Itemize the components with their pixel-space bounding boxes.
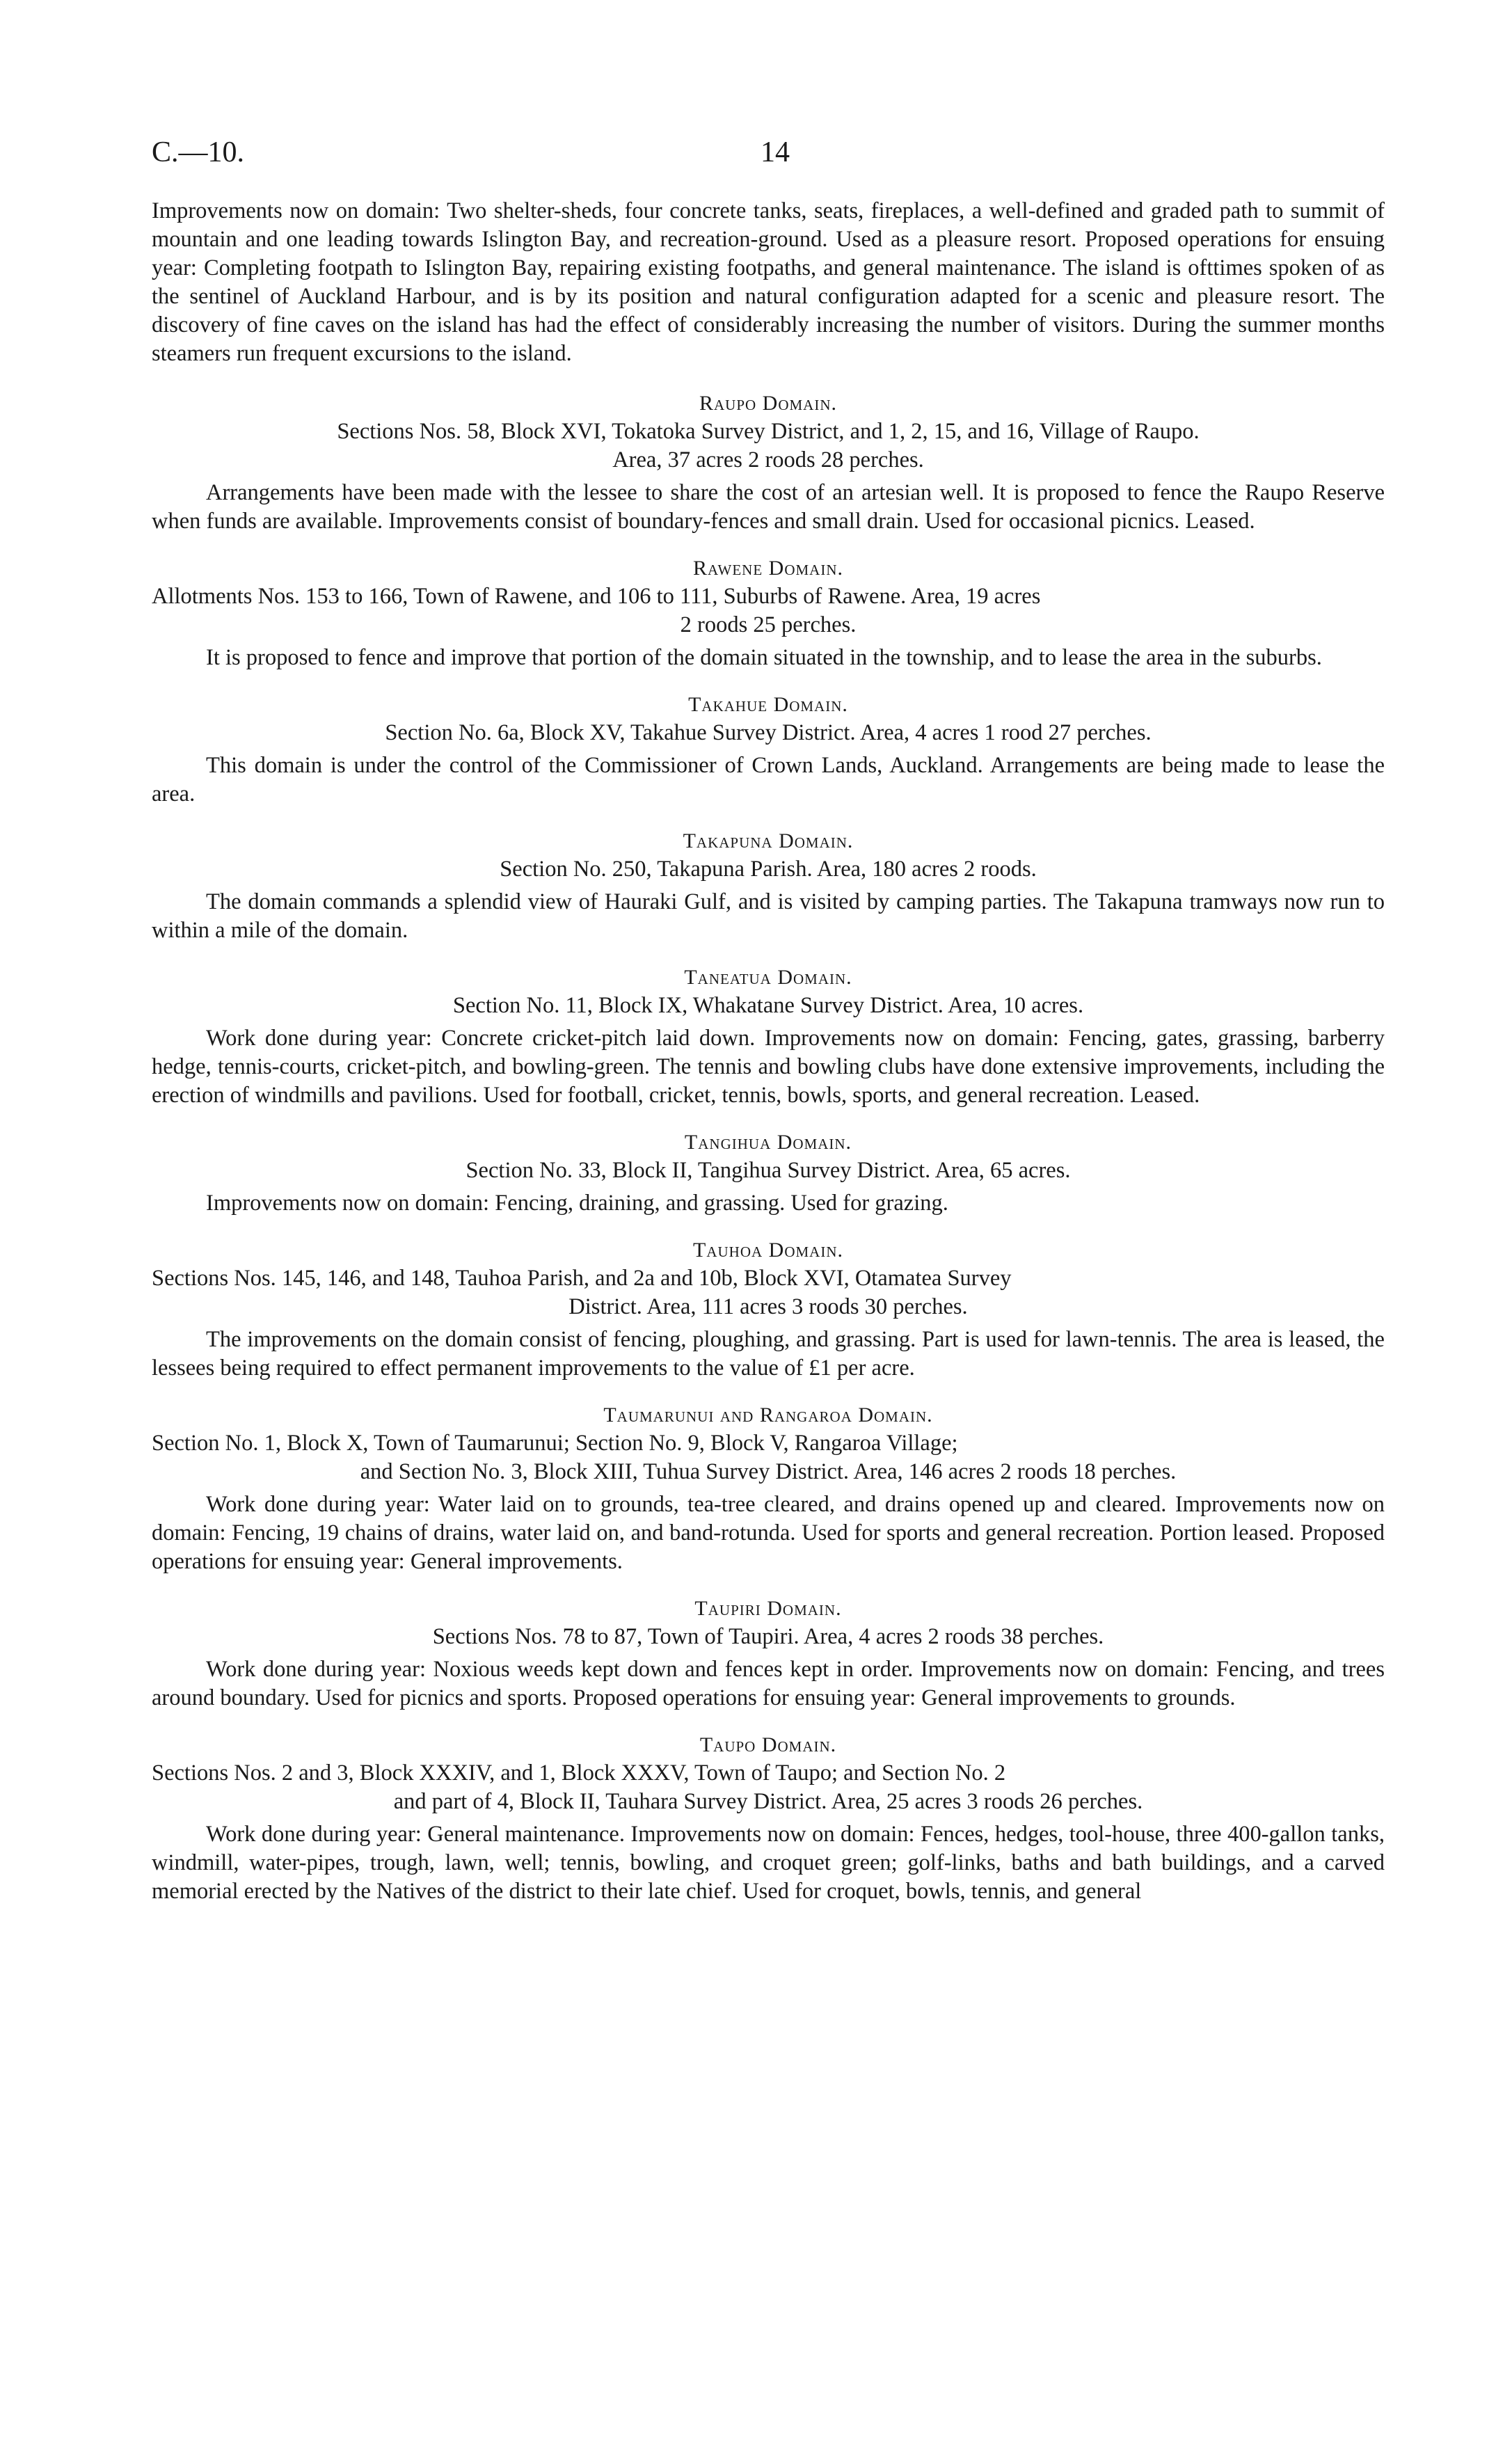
- section-body: Work done during year: Concrete cricket-pitch laid down. Improvements now on domain: Fencing, gates, grassing, barberry hedge, tennis-courts, cricket-pitch, and bowling-green. The tennis and bowling clubs have done extensive improvements, including the erection of windmills and pavilions. Used for football, cricket, tennis, bowls, sports, and general recreation. Leased.: [152, 1026, 1385, 1108]
- section-area: and Section No. 3, Block XIII, Tuhua Survey District. Area, 146 acres 2 roods 18 perches.: [360, 1459, 1177, 1484]
- section-body: Arrangements have been made with the lessee to share the cost of an artesian well. It is proposed to fence the Raupo Reserve when funds are available. Improvements consist of boundary-fences and small drain. Used for occasional picnics. Leased.: [152, 480, 1385, 534]
- domain-section-taumarunui-rangaroa: [152, 1401, 1385, 1576]
- section-body: This domain is under the control of the Commissioner of Crown Lands, Auckland. Arrangements are being made to lease the area.: [152, 753, 1385, 806]
- intro-paragraph: Improvements now on domain: Two shelter-sheds, four concrete tanks, seats, fireplaces, a well-defined and graded path to summit of mountain and one leading towards Islington Bay, and recreation-ground. Used as a pleasure resort. Proposed operations for ensuing year: Completing footpath to Islington Bay, repairing existing footpaths, and general maintenance. The island is ofttimes spoken of as the sentinel of Auckland Harbour, and is by its position and natural configuration adapted for a scenic and pleasure resort. The discovery of fine caves on the island has had the effect of considerably increasing the number of visitors. During the summer months steamers run frequent excursions to the island.: [152, 198, 1385, 366]
- domain-section-raupo: [152, 389, 1385, 536]
- section-body: It is proposed to fence and improve that portion of the domain situated in the township, and to lease the area in the suburbs.: [206, 645, 1322, 670]
- section-area: Area, 37 acres 2 roods 28 perches.: [612, 447, 924, 472]
- section-location: Section No. 6a, Block XV, Takahue Survey District. Area, 4 acres 1 rood 27 perches.: [385, 720, 1152, 745]
- document-reference: C.—10.: [152, 136, 245, 168]
- section-location: Sections Nos. 145, 146, and 148, Tauhoa Parish, and 2a and 10b, Block XVI, Otamatea Survey: [152, 1266, 1012, 1291]
- domain-section-taneatua: [152, 963, 1385, 1110]
- section-location: Section No. 33, Block II, Tangihua Survey District. Area, 65 acres.: [465, 1158, 1071, 1183]
- section-body: Improvements now on domain: Fencing, draining, and grassing. Used for grazing.: [206, 1191, 948, 1216]
- section-title: Takahue Domain.: [688, 693, 848, 716]
- section-title: Tangihua Domain.: [684, 1131, 852, 1154]
- page-header: [152, 136, 1385, 191]
- domain-section-tauhoa: [152, 1236, 1385, 1383]
- section-location: Sections Nos. 58, Block XVI, Tokatoka Survey District, and 1, 2, 15, and 16, Village of Raupo.: [337, 419, 1200, 444]
- section-area: District. Area, 111 acres 3 roods 30 perches.: [568, 1294, 968, 1319]
- section-title: Taumarunui and Rangaroa Domain.: [603, 1404, 933, 1426]
- section-location: Allotments Nos. 153 to 166, Town of Rawene, and 106 to 111, Suburbs of Rawene. Area, 19 acres: [152, 584, 1041, 609]
- domain-section-takapuna: [152, 827, 1385, 945]
- document-page: [152, 136, 1385, 1906]
- section-area: 2 roods 25 perches.: [680, 612, 857, 637]
- domain-section-taupiri: [152, 1594, 1385, 1712]
- domain-section-takahue: [152, 690, 1385, 809]
- section-location: Section No. 11, Block IX, Whakatane Survey District. Area, 10 acres.: [452, 993, 1084, 1018]
- section-title: Tauhoa Domain.: [693, 1239, 843, 1262]
- section-title: Taupiri Domain.: [694, 1597, 842, 1620]
- section-body: Work done during year: General maintenance. Improvements now on domain: Fences, hedges, tool-house, three 400-gallon tanks, windmill, water-pipes, trough, lawn, well; tennis, bowling, and croquet green; golf-links, baths and bath buildings, and a carved memorial erected by the Natives of the district to their late chief. Used for croquet, bowls, tennis, and general: [152, 1822, 1385, 1904]
- section-area: and part of 4, Block II, Tauhara Survey District. Area, 25 acres 3 roods 26 perches.: [393, 1789, 1143, 1814]
- section-body: Work done during year: Water laid on to grounds, tea-tree cleared, and drains opened up and cleared. Improvements now on domain: Fencing, 19 chains of drains, water laid on, and band-rotunda. Used for sports and general recreation. Portion leased. Proposed operations for ensuing year: General improvements.: [152, 1492, 1385, 1574]
- domain-section-tangihua: [152, 1128, 1385, 1218]
- section-body: The domain commands a splendid view of Hauraki Gulf, and is visited by camping parties. The Takapuna tramways now run to within a mile of the domain.: [152, 889, 1385, 943]
- section-title: Taneatua Domain.: [684, 966, 852, 989]
- section-title: Raupo Domain.: [699, 392, 837, 415]
- page-number: 14: [761, 136, 790, 168]
- section-location: Section No. 250, Takapuna Parish. Area, 180 acres 2 roods.: [500, 857, 1037, 882]
- section-location: Section No. 1, Block X, Town of Taumarunui; Section No. 9, Block V, Rangaroa Village;: [152, 1431, 958, 1456]
- section-location: Sections Nos. 2 and 3, Block XXXIV, and 1, Block XXXV, Town of Taupo; and Section No. 2: [152, 1760, 1006, 1786]
- section-location: Sections Nos. 78 to 87, Town of Taupiri. Area, 4 acres 2 roods 38 perches.: [432, 1624, 1104, 1649]
- domain-section-rawene: [152, 554, 1385, 672]
- section-body: The improvements on the domain consist of fencing, ploughing, and grassing. Part is used for lawn-tennis. The area is leased, the lessees being required to effect permanent improvements to the value of £1 per acre.: [152, 1327, 1385, 1381]
- section-body: Work done during year: Noxious weeds kept down and fences kept in order. Improvements now on domain: Fencing, and trees around boundary. Used for picnics and sports. Proposed operations for ensuing year: General improvements to grounds.: [152, 1657, 1385, 1710]
- section-title: Rawene Domain.: [693, 557, 843, 580]
- section-title: Takapuna Domain.: [683, 829, 854, 852]
- section-title: Taupo Domain.: [699, 1733, 837, 1756]
- domain-section-taupo: [152, 1731, 1385, 1906]
